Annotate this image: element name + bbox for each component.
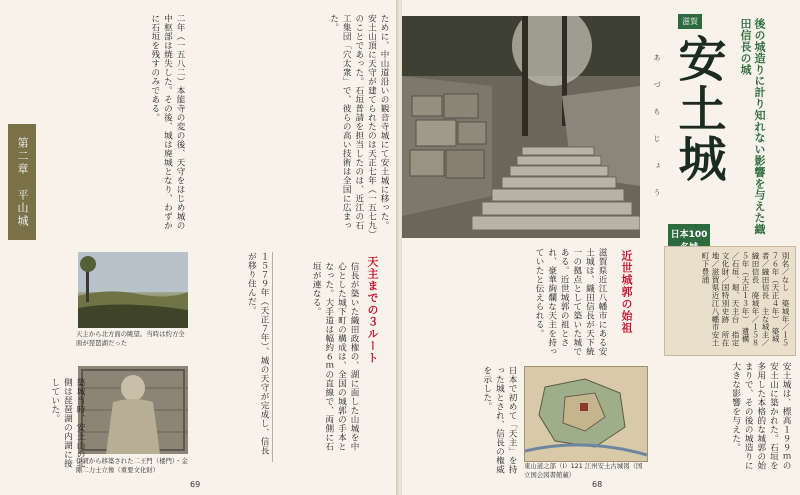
castle-title-ruby: あづちじょう bbox=[653, 54, 661, 216]
castle-info-text: 別名／なし 築城年／１５７６年（天正４年） 築城者／織田信長 主な城主／織田信長 廃城年／１５８５年（天正１３年） 遺構／石垣、堀、天主台 指定文化財／国特別史跡 所在地／滋賀県近江八幡市安土町下豊浦 bbox=[701, 252, 790, 347]
castle-map-illustration bbox=[524, 366, 648, 462]
right-body-column-1: 滋賀県近江八幡市にある安土城は、織田信長が天下統一の拠点として築いた城である。近世城郭の祖とされ、豪華絢爛な天主を持っていたと伝えられる。 bbox=[534, 248, 607, 356]
landscape-caption: 天主から北方面の眺望。当時は約方全面が琵琶湖だった bbox=[76, 330, 185, 347]
stone-stairs-illustration bbox=[402, 16, 640, 238]
badge-title: 日本100 bbox=[670, 230, 708, 240]
right-page bbox=[402, 0, 800, 495]
landscape-photo bbox=[78, 252, 188, 328]
right-body-column-3: 安土城は、標高１９９ｍの安土山に築かれた。石垣を多用した本格的な城郭の始まりで、その後の城造りに大きな影響を与えた。 bbox=[730, 362, 791, 470]
route-subheading: 天主までの３ルート bbox=[366, 256, 379, 364]
prefecture-tag: 滋賀 bbox=[678, 14, 702, 29]
left-page-number: 69 bbox=[190, 480, 201, 489]
right-page-number: 68 bbox=[592, 480, 603, 489]
statue-caption: 伊賀から移築された二王門（楼門）・金剛二力士立像（重要文化財） bbox=[76, 457, 188, 474]
statue-illustration bbox=[78, 366, 188, 454]
stone-stairs-photo bbox=[402, 16, 640, 238]
route-section-text: 信長が築いた織田政権の、湖に面した山城を中心とした城下町の構成は、全国の城郭の手本となった。大手道は幅約６ｍの直線で、両側に石垣が連なる。 bbox=[311, 262, 359, 451]
castle-title-block bbox=[650, 14, 730, 264]
left-body-column-3: １５７９年（天正７年）、城の天守が完成し、信長が移り住んだ。 bbox=[246, 252, 269, 455]
left-page bbox=[0, 0, 398, 495]
landscape-illustration bbox=[78, 252, 188, 328]
origin-subheading: 近世城郭の始祖 bbox=[620, 250, 633, 334]
statue-photo bbox=[78, 366, 188, 454]
right-body-column-2: 日本で初めて「天主」を持った城とされ、信長の権威を示した。 bbox=[481, 366, 517, 474]
left-body-column-2: 二年（一五八二）本能寺の変の後、天守をはじめ城の中枢部は焼失した。その後、城は廃城となり、わずかに石垣を残すのみである。 bbox=[149, 14, 185, 230]
map-caption: 東山道之部（Ⅰ）121 江州安土古城図（国立国会図書館蔵） bbox=[524, 462, 643, 479]
castle-title: 安土城 bbox=[670, 34, 726, 184]
left-body-column-4: 築城当時、安土山の北側は琵琶湖の内湖に接していた。 bbox=[49, 378, 85, 468]
chapter-tab: 第二章 平山城 bbox=[8, 124, 36, 240]
left-body-column-1: ために、中山道沿いの観音寺城にて安土城に移った。安土山頂に天守が建てられたのは天正七年（一五七九）のことであった。石垣普請を担当したのは、近江の石工集団「穴太衆」で、彼らの高い技術は全国に広まった。 bbox=[328, 14, 389, 235]
castle-tagline: 後の城造りに計り知れない影響を与えた織田信長の城 bbox=[739, 18, 766, 235]
map-drawing bbox=[525, 367, 647, 461]
